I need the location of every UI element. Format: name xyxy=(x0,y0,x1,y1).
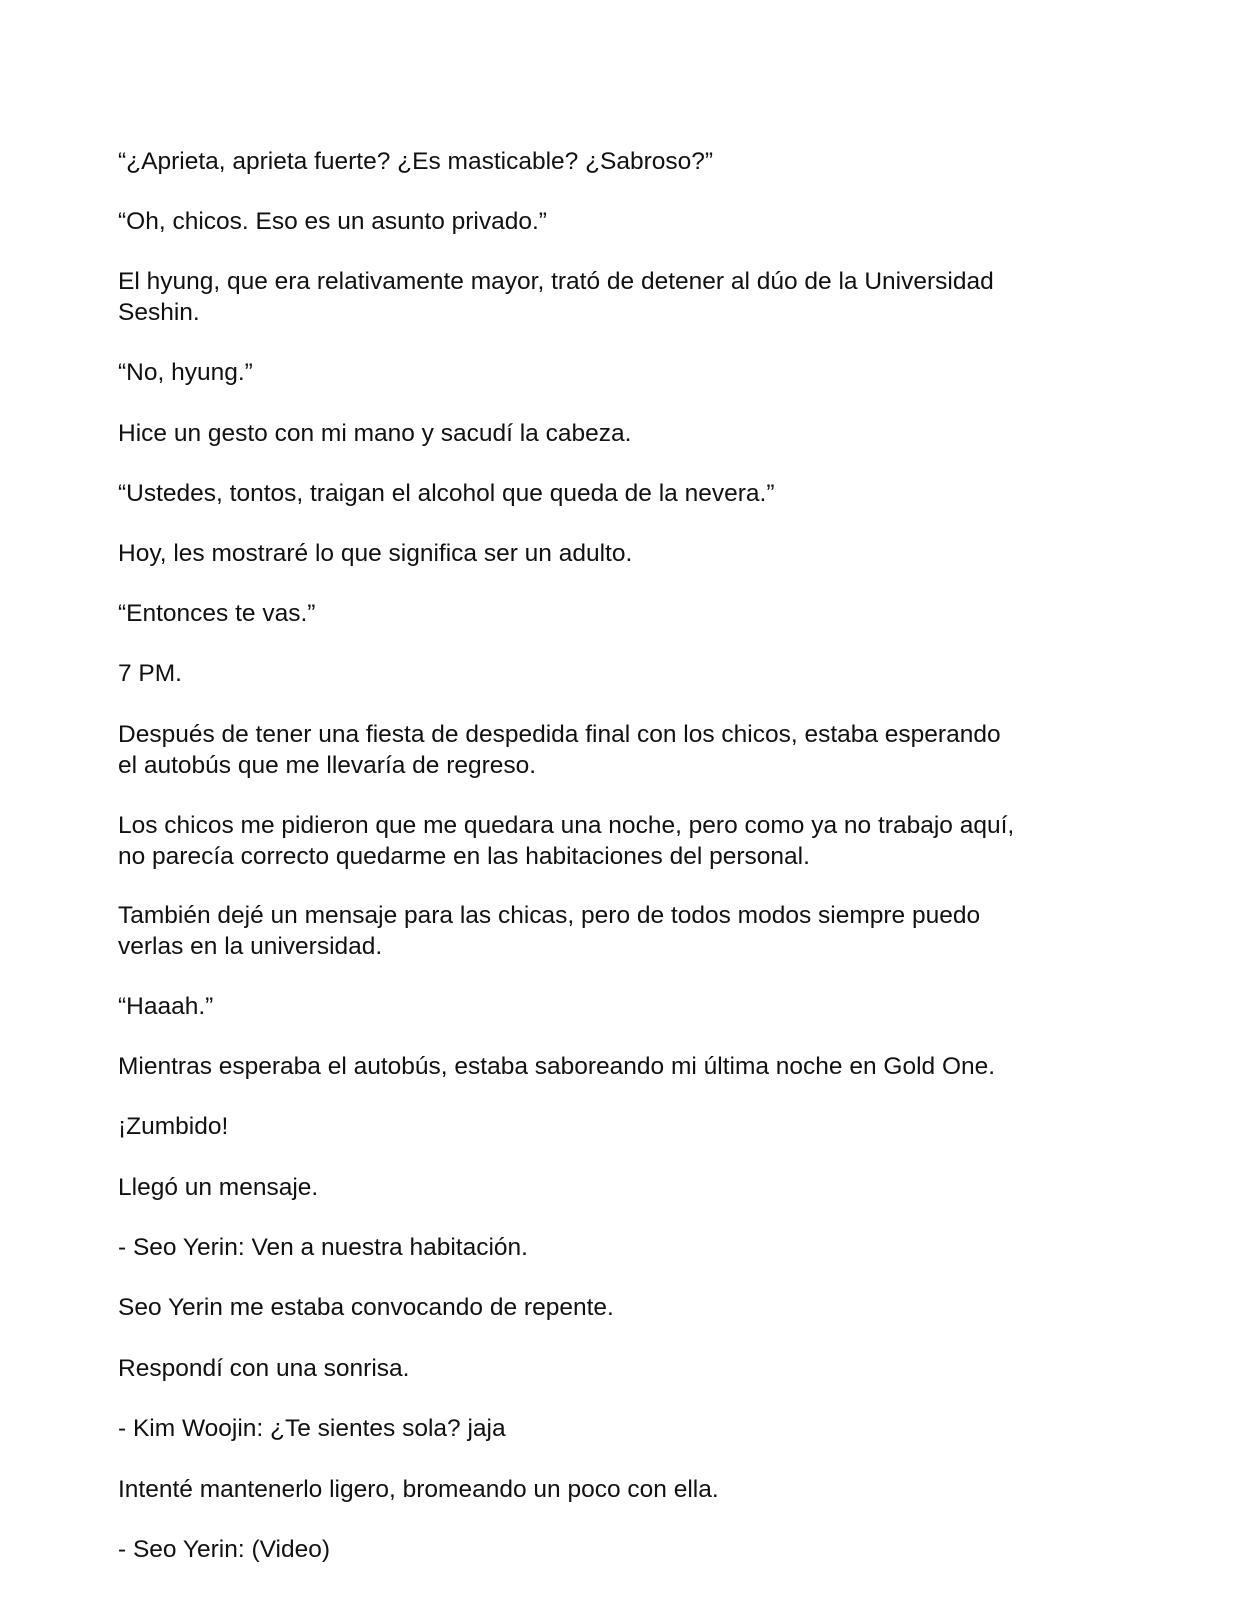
paragraph: “Oh, chicos. Eso es un asunto privado.” xyxy=(118,208,547,235)
paragraph: “No, hyung.” xyxy=(118,359,253,386)
paragraph: También dejé un mensaje para las chicas, pero de todos modos siempre puedo verlas en la universidad. xyxy=(118,902,981,960)
paragraph: Hoy, les mostraré lo que significa ser un adulto. xyxy=(118,540,633,567)
paragraph: - Seo Yerin: (Video) xyxy=(118,1536,331,1563)
paragraph: Intenté mantenerlo ligero, bromeando un poco con ella. xyxy=(118,1476,719,1503)
paragraph: Seo Yerin me estaba convocando de repente. xyxy=(118,1294,614,1321)
paragraph: Después de tener una fiesta de despedida final con los chicos, estaba esperando el autobús que me llevaría de regreso. xyxy=(118,721,1001,779)
paragraph: “¿Aprieta, aprieta fuerte? ¿Es masticable? ¿Sabroso?” xyxy=(118,148,714,175)
paragraph: Respondí con una sonrisa. xyxy=(118,1355,410,1382)
paragraph: - Kim Woojin: ¿Te sientes sola? jaja xyxy=(118,1415,506,1442)
paragraph: “Haaah.” xyxy=(118,993,214,1020)
paragraph: Llegó un mensaje. xyxy=(118,1174,319,1201)
paragraph: 7 PM. xyxy=(118,660,182,687)
paragraph: - Seo Yerin: Ven a nuestra habitación. xyxy=(118,1234,528,1261)
paragraph: ¡Zumbido! xyxy=(118,1113,229,1140)
paragraph: “Entonces te vas.” xyxy=(118,600,316,627)
paragraph: Hice un gesto con mi mano y sacudí la cabeza. xyxy=(118,420,632,447)
paragraph: Mientras esperaba el autobús, estaba saboreando mi última noche en Gold One. xyxy=(118,1053,996,1080)
paragraph: Los chicos me pidieron que me quedara una noche, pero como ya no trabajo aquí, no parecía correcto quedarme en las habitaciones del personal. xyxy=(118,812,1015,870)
paragraph: “Ustedes, tontos, traigan el alcohol que queda de la nevera.” xyxy=(118,480,775,507)
paragraph: El hyung, que era relativamente mayor, trató de detener al dúo de la Universidad Seshin. xyxy=(118,268,994,326)
